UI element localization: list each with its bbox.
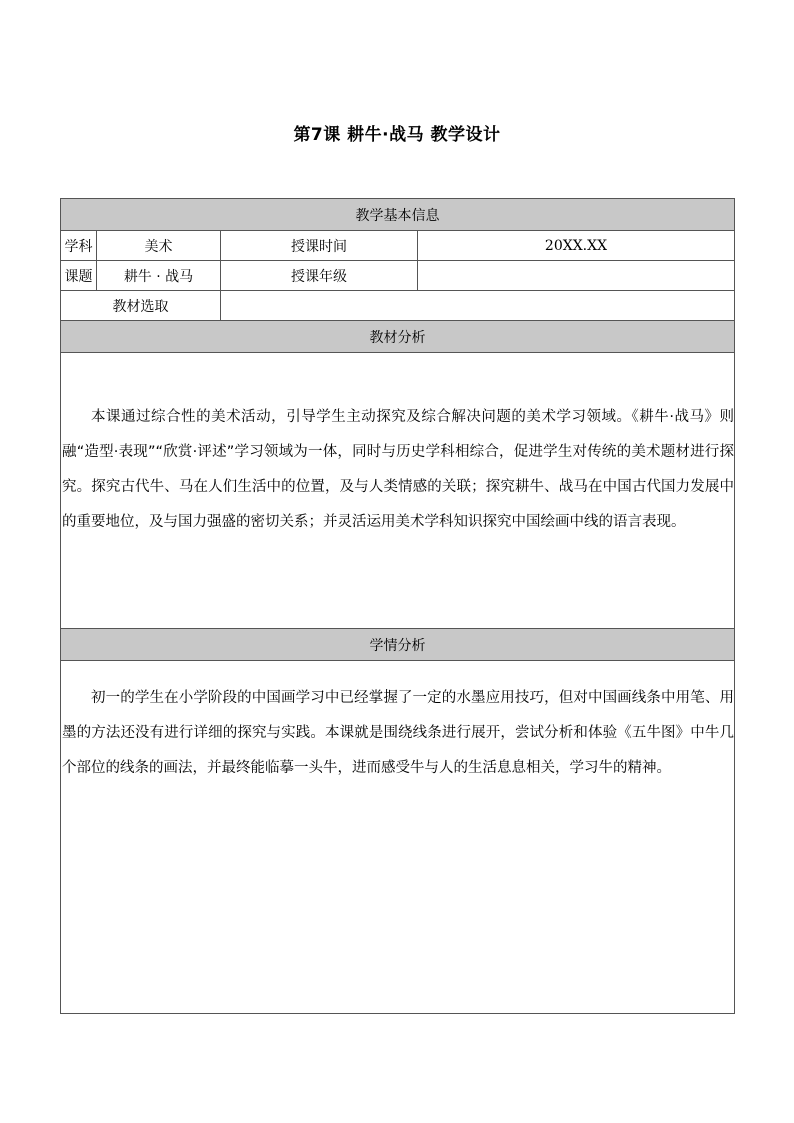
textbook-analysis-text: 本课通过综合性的美术活动，引导学生主动探究及综合解决问题的美术学习领域。《耕牛·战马》则融“造型·表现”“欣赏·评述”学习领域为一体，同时与历史学科相综合，促进学生对传统的美术题材进行探究。探究古代牛、马在人们生活中的位置，及与人类情感的关联；探究耕牛、战马在中国古代国力发展中的重要地位，及与国力强盛的密切关系；并灵活运用美术学科知识探究中国绘画中线的语言表现。 [62,409,734,530]
info-row-topic [61,261,735,291]
topic-value: 耕牛 · 战马 [97,261,221,291]
subject-label: 学科 [61,231,97,261]
grade-label: 授课年级 [221,261,418,291]
info-row-materials [61,291,735,321]
textbook-analysis-content [61,353,735,629]
materials-value [221,291,735,321]
subject-value: 美术 [97,231,221,261]
class-time-value: 20XX.XX [418,231,735,261]
class-time-label: 授课时间 [221,231,418,261]
materials-label: 教材选取 [61,291,221,321]
document-title: 第7课 耕牛·战马 教学设计 [293,125,501,145]
topic-label: 课题 [61,261,97,291]
student-analysis-text: 初一的学生在小学阶段的中国画学习中已经掌握了一定的水墨应用技巧，但对中国画线条中用笔、用墨的方法还没有进行详细的探究与实践。本课就是围绕线条进行展开，尝试分析和体验《五牛图》中牛几个部位的线条的画法，并最终能临摹一头牛，进而感受牛与人的生活息息相关，学习牛的精神。 [62,690,734,776]
grade-value [418,261,735,291]
lesson-plan-table [60,198,735,1014]
textbook-analysis-header: 教材分析 [61,321,735,353]
info-row-subject [61,231,735,261]
student-analysis-content [61,661,735,1014]
basic-info-header: 教学基本信息 [61,199,735,231]
student-analysis-header: 学情分析 [61,629,735,661]
